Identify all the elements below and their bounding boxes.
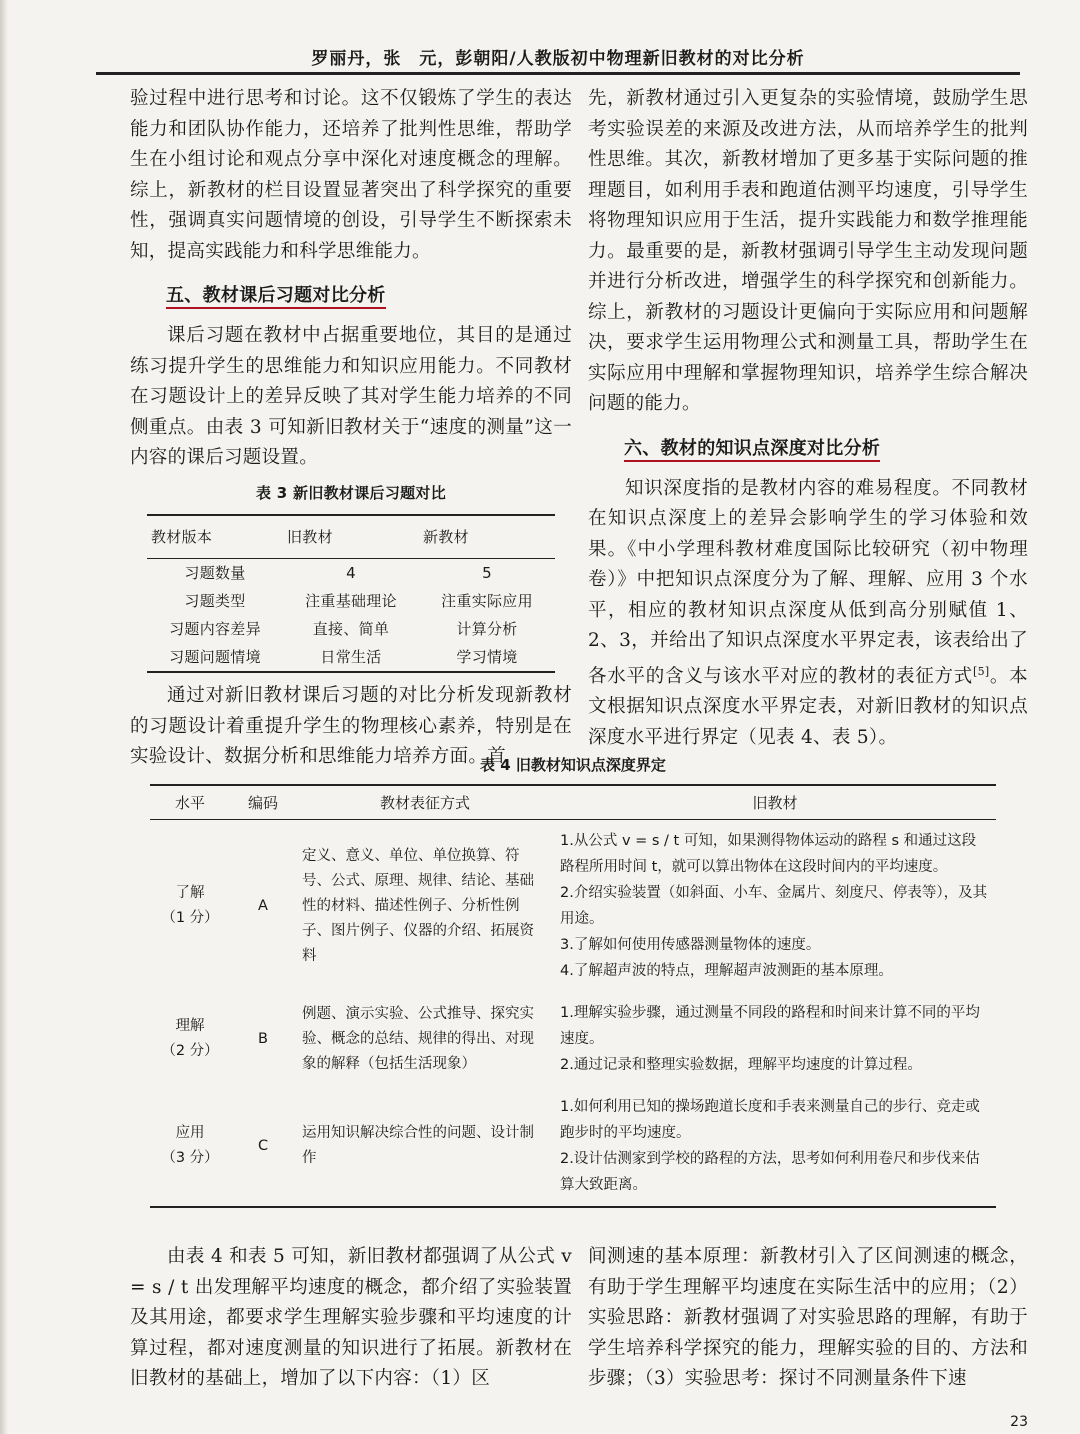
table4 [150, 784, 996, 1208]
page-number: 23 [1010, 1414, 1028, 1430]
table4-header: 旧教材 [554, 785, 996, 820]
section-heading-6: 六、教材的知识点深度对比分析 [588, 434, 1028, 464]
table3-header: 新教材 [419, 515, 555, 559]
right-paragraph-1: 先，新教材通过引入更复杂的实验情境，鼓励学生思考实验误差的来源及改进方法，从而培养学生的批判性思维。其次，新教材增加了更多基于实际问题的推理题目，如利用手表和跑道估测平均速度，引导学生将物理知识应用于生活，提升实践能力和数学推理能力。最重要的是，新教材强调引导学生主动发现问题并进行分析改进，增强学生的科学探究和创新能力。综上，新教材的习题设计更偏向于实际应用和问题解决，要求学生运用物理公式和测量工具，帮助学生在实际应用中理解和掌握物理知识，培养学生综合解决问题的能力。 [588, 88, 1028, 414]
form-cell: 定义、意义、单位、单位换算、符号、公式、原理、规律、结论、基础性的材料、描述性例子、分析性例子、图片例子、仪器的介绍、拓展资料 [302, 847, 534, 964]
table4-header: 教材表征方式 [296, 785, 554, 820]
left-paragraph-1: 验过程中进行思考和讨论。这不仅锻炼了学生的表达能力和团队协作能力，还培养了批判性思维，帮助学生在小组讨论和观点分享中深化对速度概念的理解。综上，新教材的栏目设置显著突出了科学探究的重要性，强调真实问题情境的创设，引导学生不断探索未知，提高实践能力和科学思维能力。 [130, 88, 572, 262]
bottom-left-column [130, 1242, 572, 1395]
right-paragraph-2: 知识深度指的是教材内容的难易程度。不同教材在知识点深度上的差异会影响学生的学习体验和效果。《中小学理科教材难度国际比较研究（初中物理卷）》中把知识点深度分为了解、理解、应用 3 个水平，相应的教材知识点深度从低到高分别赋值 1、2、3，并给出了知识点深度水平界定表，该表给出了各水平的含义与该水平对应的教材的表征方式[5]。本文根据知识点深度水平界定表，对新旧教材的知识点深度水平进行界定（见表 4、表 5）。 [588, 477, 1028, 748]
bottom-right-paragraph: 间测速的基本原理：新教材引入了区间测速的概念，有助于学生理解平均速度在实际生活中的应用；（2）实验思路：新教材强调了对实验思路的理解，有助于学生培养科学探究的能力，理解实验的目的、方法和步骤；（3）实验思考：探讨不同测量条件下速 [588, 1246, 1028, 1389]
table-row [147, 587, 555, 615]
table3 [147, 514, 555, 674]
left-column [130, 84, 572, 773]
citation-ref: [5] [973, 664, 990, 678]
table3-cell: 学习情境 [456, 648, 518, 666]
header-rule [96, 72, 1020, 75]
page-edge-shadow [0, 0, 8, 1434]
table-row [150, 820, 996, 993]
table3-cell: 注重实际应用 [441, 592, 533, 610]
table3-cell: 习题类型 [184, 592, 246, 610]
content-cell: 1.如何利用已知的操场跑道长度和手表来测量自己的步行、竞走或跑步时的平均速度。 2.设计估测家到学校的路程的方法，思考如何利用卷尺和步伐来估算大致距离。 [560, 1099, 980, 1193]
table-row [147, 643, 555, 672]
bottom-right-column [588, 1242, 1028, 1395]
running-header: 罗丽丹，张 元，彭朝阳/人教版初中物理新旧教材的对比分析 [311, 49, 805, 69]
level-cell: 应用 （3 分） [161, 1125, 219, 1166]
content-cell: 1.理解实验步骤，通过测量不同段的路程和时间来计算不同的平均速度。 2.通过记录和整理实验数据，理解平均速度的计算过程。 [560, 1005, 980, 1073]
table3-header: 教材版本 [147, 515, 283, 559]
table3-cell: 5 [482, 564, 492, 582]
form-cell: 运用知识解决综合性的问题、设计制作 [302, 1125, 534, 1166]
table-row [147, 559, 555, 588]
table-row [147, 615, 555, 643]
table3-cell: 日常生活 [320, 648, 382, 666]
left-paragraph-3: 通过对新旧教材课后习题的对比分析发现新教材的习题设计着重提升学生的物理核心素养，特别是在实验设计、数据分析和思维能力培养方面。首 [130, 685, 572, 767]
table3-cell: 习题内容差异 [169, 620, 261, 638]
level-cell: 了解 （1 分） [161, 885, 219, 926]
table3-cell: 直接、简单 [312, 620, 390, 638]
table4-header: 水平 [150, 785, 230, 820]
code-cell: C [257, 1137, 269, 1154]
bottom-left-paragraph: 由表 4 和表 5 可知，新旧教材都强调了从公式 v = s / t 出发理解平均速度的概念，都介绍了实验装置及其用途，都要求学生理解实验步骤和平均速度的计算过程，都对速度测量的知识进行了拓展。新教材在旧教材的基础上，增加了以下内容：（1）区 [130, 1246, 572, 1389]
table4-caption: 表 4 旧教材知识点深度界定 [480, 756, 666, 774]
right-column [588, 84, 1028, 753]
table3-cell: 习题问题情境 [169, 648, 261, 666]
table-row [150, 1086, 996, 1207]
table-row [150, 992, 996, 1086]
table3-cell: 习题数量 [184, 564, 246, 582]
table3-cell: 计算分析 [456, 620, 518, 638]
table4-wrapper [150, 754, 996, 1208]
code-cell: B [258, 1030, 268, 1047]
table3-cell: 4 [346, 564, 356, 582]
table4-header: 编码 [230, 785, 296, 820]
level-cell: 理解 （2 分） [161, 1018, 219, 1059]
left-paragraph-2: 课后习题在教材中占据重要地位，其目的是通过练习提升学生的思维能力和知识应用能力。不同教材在习题设计上的差异反映了其对学生能力培养的不同侧重点。由表 3 可知新旧教材关于“速度的测量”这一内容的课后习题设置。 [130, 325, 572, 468]
table3-header: 旧教材 [283, 515, 419, 559]
table3-caption: 表 3 新旧教材课后习题对比 [255, 483, 447, 502]
section-heading-5: 五、教材课后习题对比分析 [130, 281, 572, 311]
content-cell: 1.从公式 v = s / t 可知，如果测得物体运动的路程 s 和通过这段路程所用时间 t，就可以算出物体在这段时间内的平均速度。 2.介绍实验装置（如斜面、小车、金属片、刻度尺、停表等），及其用途。 3.了解如何使用传感器测量物体的速度。 4.了解超声波的特点，理解超声波测距的基本原理。 [560, 833, 988, 979]
form-cell: 例题、演示实验、公式推导、探究实验、概念的总结、规律的得出、对现象的解释（包括生活现象） [302, 1005, 534, 1072]
table3-cell: 注重基础理论 [305, 592, 397, 610]
code-cell: A [258, 897, 268, 914]
